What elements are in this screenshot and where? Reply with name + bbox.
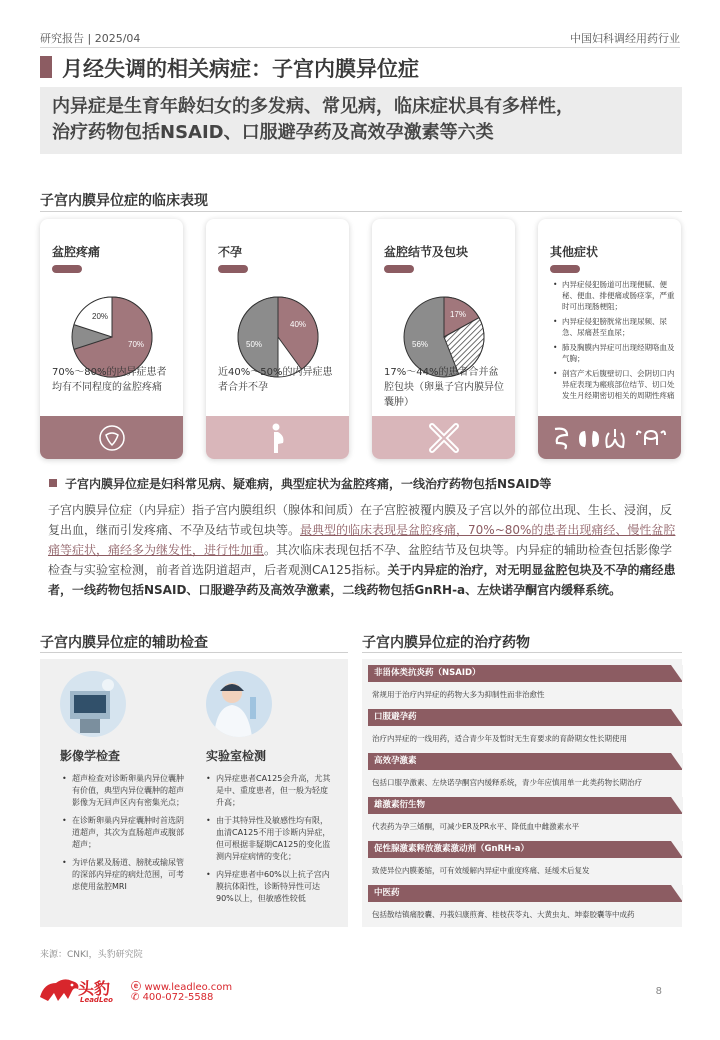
- pie-main-label: 17%: [450, 310, 467, 319]
- list-item: • 内异症患者中60%以上抗子宫内膜抗体阳性，诊断特异性可达90%以上，但敏感性较低: [206, 869, 332, 905]
- ultrasound-photo: [60, 671, 126, 737]
- drug-name: 促性腺激素释放激素激动剂（GnRH-a）: [368, 841, 682, 858]
- list-item: • 由于其特异性及敏感性均有限，血清CA125不用于诊断内异症，但可根据非疑期CA125的变化监测内异症病情的变化；: [206, 815, 332, 863]
- pie-main-label: 40%: [290, 320, 307, 329]
- card-accent-pill: [384, 265, 414, 273]
- lump-icon: [428, 422, 460, 454]
- source-note: 来源：CNKI，头豹研究院: [40, 950, 143, 960]
- pregnant-icon: [263, 422, 293, 454]
- drug-desc: 常规用于治疗内异症的药物大多为抑制性而非治愈性: [372, 690, 545, 699]
- drugs-section-title: 子宫内膜异位症的治疗药物: [362, 635, 530, 651]
- card-icon-band: [40, 416, 183, 459]
- list-item: • 内异症侵犯膀胱常出现尿频、尿急、尿痛甚至血尿；: [552, 316, 676, 338]
- aux-exam-box: [40, 659, 348, 927]
- brand-name-cn: 头豹: [78, 979, 111, 998]
- leopard-logo-icon: [38, 975, 82, 1005]
- pie-other-label: 50%: [246, 340, 263, 349]
- para-part-3: 。其次临床表现包括不孕、盆腔结节及包块等。内异症的辅助检查包括影像学检查与实验室检测，前者首选阴道超声，后者观测CA125指标。: [48, 543, 673, 577]
- key-point-heading: [49, 475, 551, 492]
- summary-box: [40, 87, 682, 154]
- organs-icon: [545, 423, 675, 453]
- bullet-square: [49, 479, 57, 487]
- para-treatment: 关于内异症的治疗，对无明显盆腔包块及不孕的痛经患者，一线药物包括NSAID、口服避孕药及高效孕激素，二线药物包括GnRH-a、左炔诺孕酮宫内缓释系统。: [48, 563, 676, 597]
- lab-title: 实验室检测: [206, 749, 267, 763]
- website-text: www.leadleo.com: [144, 982, 233, 993]
- drugs-box: [362, 659, 682, 927]
- drug-name: 口服避孕药: [368, 709, 682, 726]
- brand-name-en: LeadLeo: [80, 996, 113, 1004]
- uterus-icon: [97, 423, 127, 453]
- card-icon-band: [372, 416, 515, 459]
- phone-contact: [131, 992, 213, 1003]
- card-title: 其他症状: [550, 245, 599, 259]
- drug-name: 中医药: [368, 885, 682, 902]
- card-icon-band: [206, 416, 349, 459]
- page-number: 8: [655, 986, 662, 997]
- pie-other-label: 20%: [92, 312, 109, 321]
- card-pelvic-mass: [372, 219, 515, 459]
- card-description: 17%～44%的患者合并盆腔包块（卵巢子宫内膜异位囊肿）: [384, 367, 504, 408]
- aux-section-title: 子宫内膜异位症的辅助检查: [40, 635, 208, 651]
- list-item: • 剖宫产术后腹壁切口、会阴切口内异症表现为瘢痕部位结节、切口处发生月经期密切相关的周期性疼痛: [552, 368, 676, 401]
- card-title: 盆腔结节及包块: [384, 245, 469, 259]
- imaging-title: 影像学检查: [60, 749, 121, 763]
- report-tag: 研究报告 | 2025/04: [40, 32, 141, 45]
- card-other-symptoms: [538, 219, 681, 459]
- card-title: 盆腔疼痛: [52, 245, 101, 259]
- pie-other-label: 56%: [412, 340, 429, 349]
- header-divider: [40, 47, 680, 48]
- other-symptoms-list: [552, 279, 676, 405]
- lab-photo: [206, 671, 272, 737]
- card-description: 70%～80%的内异症患者均有不同程度的盆腔疼痛: [52, 367, 167, 393]
- card-icon-band: [538, 416, 681, 459]
- page-header: [0, 0, 720, 48]
- body-paragraph: [48, 500, 678, 600]
- drug-desc: 包括口服孕激素、左炔诺孕酮宫内缓释系统，青少年应慎用单一此类药物长期治疗: [372, 778, 642, 787]
- list-item: • 内异症患者CA125会升高，尤其是中、重度患者，但一般为轻度升高；: [206, 773, 332, 809]
- drug-desc: 致使异位内膜萎缩，可有效缓解内异症中重度疼痛、延缓术后复发: [372, 866, 590, 875]
- card-accent-pill: [52, 265, 82, 273]
- clinical-section-divider: [40, 211, 682, 212]
- website-link[interactable]: [131, 978, 232, 993]
- web-icon: ⓔ: [131, 982, 145, 993]
- list-item: • 超声检查对诊断卵巢内异位囊肿有价值，典型内异位囊肿的超声影像为无回声区内有密集光点；: [62, 773, 188, 809]
- summary-line-1: 内异症是生育年龄妇女的多发病、常见病，临床症状具有多样性，: [52, 96, 574, 117]
- drug-name: 高效孕激素: [368, 753, 682, 770]
- drug-desc: 代表药为孕三烯酮，可减少ER及PR水平、降低血中雌激素水平: [372, 822, 580, 831]
- summary-line-2: 治疗药物包括NSAID、口服避孕药及高效孕激素等六类: [52, 122, 494, 143]
- phone-text: 400-072-5588: [142, 992, 214, 1003]
- list-item: • 在诊断卵巢内异症囊肿时首选阴道超声，其次为直肠超声或腹部超声；: [62, 815, 188, 851]
- key-point-text: 子宫内膜异位症是妇科常见病、疑难病，典型症状为盆腔疼痛，一线治疗药物包括NSAID等: [65, 477, 552, 491]
- card-infertility: [206, 219, 349, 459]
- card-description: 近40%～50%的内异症患者合并不孕: [218, 367, 333, 393]
- clinical-section-title: 子宫内膜异位症的临床表现: [40, 193, 208, 209]
- list-item: • 内异症侵犯肠道可出现便腻、便秘、便血、排便痛或肠痉挛，严重时可出现肠梗阻；: [552, 279, 676, 312]
- list-item: • 肺及胸膜内异症可出现经期咯血及气胸；: [552, 342, 676, 364]
- card-pelvic-pain: [40, 219, 183, 459]
- phone-icon: ✆: [131, 992, 143, 1003]
- pie-main-label: 70%: [128, 340, 145, 349]
- drug-name: 雄激素衍生物: [368, 797, 682, 814]
- aux-section-divider: [40, 652, 348, 653]
- card-accent-pill: [218, 265, 248, 273]
- card-accent-pill: [550, 265, 580, 273]
- industry-tag: 中国妇科调经用药行业: [570, 32, 680, 45]
- card-title: 不孕: [218, 245, 243, 259]
- title-accent-bar: [40, 56, 52, 78]
- drug-desc: 包括散结镇痛胶囊、丹莪妇康煎膏、桂枝茯苓丸、大黄虫丸、坤泰胶囊等中成药: [372, 910, 635, 919]
- imaging-list: [62, 773, 188, 899]
- para-part-1: 子宫内膜异位症（内异症）指子宫内膜组织（腺体和间质）在子宫腔被覆内膜及子宫以外的部位出现、生长、浸润，反复出血，继而引发疼痛、不孕及结节或包块等。: [48, 503, 673, 537]
- list-item: • 为评估累及肠道、膀胱或输尿管的深部内异症的病灶范围，可考虑使用盆腔MRI: [62, 857, 188, 893]
- page-title: 月经失调的相关病症：子宫内膜异位症: [62, 57, 419, 81]
- drug-name: 非甾体类抗炎药（NSAID）: [368, 665, 682, 682]
- drugs-section-divider: [362, 652, 682, 653]
- lab-list: [206, 773, 332, 911]
- para-highlight: 最典型的临床表现是盆腔疼痛，70%~80%的患者出现痛经、慢性盆腔痛等症状，痛经多为继发性，进行性加重: [48, 523, 676, 557]
- drug-desc: 治疗内异症的一线用药，适合青少年及暂时无生育要求的育龄期女性长期使用: [372, 734, 627, 743]
